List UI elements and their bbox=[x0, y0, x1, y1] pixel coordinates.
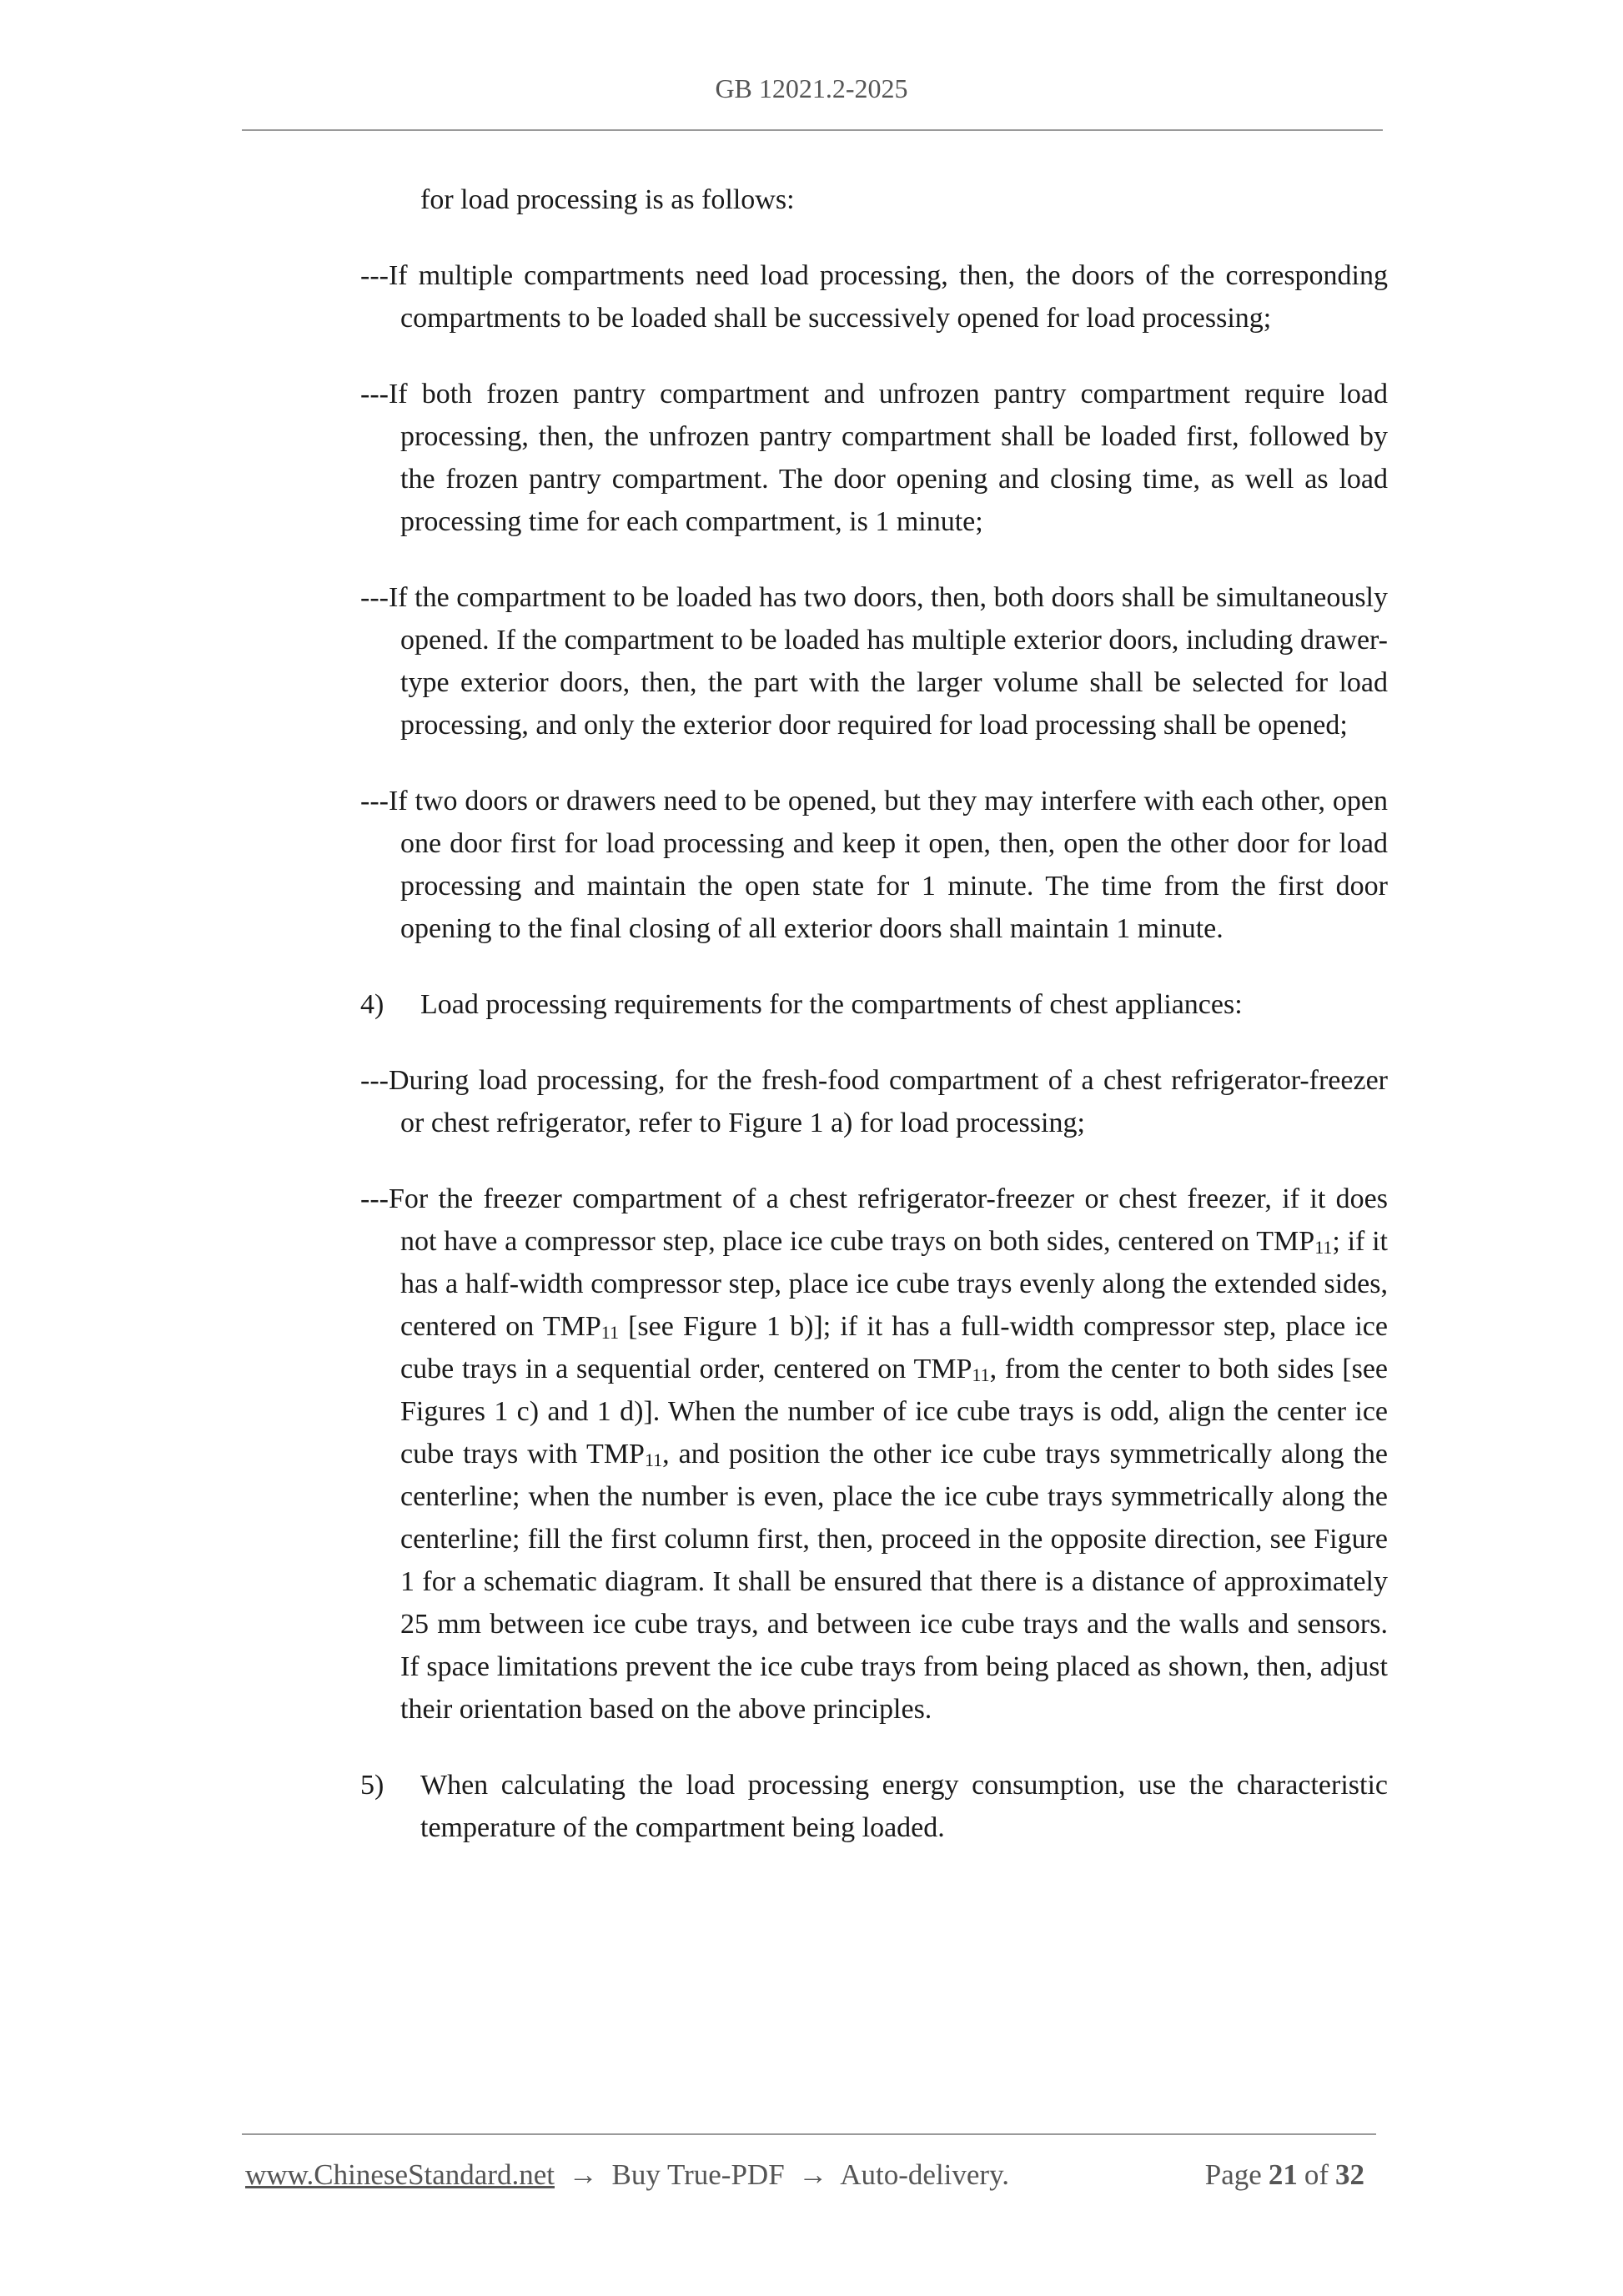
page-indicator bbox=[1205, 2158, 1371, 2192]
list-item bbox=[360, 576, 1388, 746]
list-item-text: If multiple compartments need load processing, then, the doors of the corresponding compartments to be loaded shall be successively opened for load processing; bbox=[388, 260, 1388, 334]
tmp-subscript: 11 bbox=[1314, 1237, 1333, 1258]
auto-delivery-text: Auto-delivery. bbox=[840, 2158, 1010, 2191]
page-label: Page bbox=[1204, 2158, 1262, 2191]
tmp-subscript: 11 bbox=[972, 1364, 990, 1385]
numbered-item-4 bbox=[360, 983, 1388, 1026]
tmp-symbol: TMP bbox=[1256, 1226, 1315, 1257]
document-body bbox=[360, 178, 1388, 1882]
lead-paragraph: for load processing is as follows: bbox=[420, 184, 795, 215]
list-item-text: During load processing, for the fresh-food compartment of a chest refrigerator-freezer or chest refrigerator, refer to Figure 1 a) for load processing; bbox=[388, 1065, 1388, 1138]
page-header-title: GB 12021.2-2025 bbox=[715, 73, 908, 103]
tmp-symbol: TMP bbox=[542, 1311, 601, 1342]
numbered-item-text: Load processing requirements for the compartments of chest appliances: bbox=[420, 989, 1243, 1020]
dash-marker: --- bbox=[360, 786, 389, 816]
list-item-text: If both frozen pantry compartment and unfrozen pantry compartment require load processing, then, the unfrozen pantry compartment shall be loaded first, followed by the frozen pantry compartment. The door opening and closing time, as well as load processing time for each compartment, is 1 minute; bbox=[388, 379, 1388, 537]
numbered-item-5 bbox=[360, 1764, 1388, 1849]
arrow-right-icon: → bbox=[568, 2158, 598, 2191]
dash-marker: --- bbox=[360, 1065, 389, 1096]
tmp-symbol: TMP bbox=[586, 1439, 645, 1470]
footer-promo bbox=[245, 2158, 1009, 2192]
tmp-subscript: 11 bbox=[644, 1449, 663, 1470]
numbered-item-text: When calculating the load processing energy consumption, use the characteristic temperature of the compartment being loaded. bbox=[420, 1770, 1388, 1843]
list-item-text: For the freezer compartment of a chest refrigerator-freezer or chest freezer, if it does not have a compressor step, place ice cube trays on both sides, centered on bbox=[388, 1183, 1388, 1257]
website-link[interactable]: www.ChineseStandard.net bbox=[245, 2158, 555, 2191]
list-item bbox=[360, 1059, 1388, 1144]
dash-marker: --- bbox=[360, 379, 389, 409]
list-item bbox=[360, 373, 1388, 543]
list-item-text: , and position the other ice cube trays symmetrically along the centerline; when the number is even, place the ice cube trays symmetrically along the centerline; fill the first column first, then, proceed in the opposite direction, see Figure 1 for a schematic diagram. It shall be ensured that there is a distance of approximately 25 mm between ice cube trays, and between ice cube trays and the walls and sensors. If space limitations prevent the ice cube trays from being placed as shown, then, adjust their orientation based on the above principles. bbox=[400, 1439, 1388, 1725]
buy-true-pdf-text: Buy True-PDF bbox=[611, 2158, 785, 2191]
list-item-text: [see Figure 1 b)]; if it has a full-width compressor step, place ice cube trays in a sequential order, centered on bbox=[400, 1311, 1388, 1384]
arrow-right-icon: → bbox=[798, 2158, 828, 2191]
dash-marker: --- bbox=[360, 582, 389, 613]
tmp-subscript: 11 bbox=[600, 1322, 619, 1343]
list-item bbox=[360, 1178, 1388, 1731]
list-item-text: ; if it has a half-width compressor step, place ice cube trays evenly along the extended sides, centered on bbox=[400, 1226, 1388, 1342]
page-footer bbox=[245, 2158, 1371, 2195]
dash-marker: --- bbox=[360, 260, 389, 291]
current-page-number: 21 bbox=[1268, 2158, 1298, 2191]
list-item-text: , from the center to both sides [see Figures 1 c) and 1 d)]. When the number of ice cube trays is odd, align the center ice cube trays with bbox=[400, 1354, 1389, 1470]
header-divider bbox=[242, 129, 1383, 131]
list-item-text: If two doors or drawers need to be opened, but they may interfere with each other, open one door first for load processing and keep it open, then, open the other door for load processing and maintain the open state for 1 minute. The time from the first door opening to the final closing of all exterior doors shall maintain 1 minute. bbox=[388, 786, 1388, 944]
dash-marker: --- bbox=[360, 1183, 389, 1214]
list-item-text: If the compartment to be loaded has two doors, then, both doors shall be simultaneously opened. If the compartment to be loaded has multiple exterior doors, including drawer-type exterior doors, then, the part with the larger volume shall be selected for load processing, and only the exterior door required for load processing shall be opened; bbox=[388, 582, 1388, 741]
list-item bbox=[360, 254, 1388, 339]
item-number: 4) bbox=[360, 989, 384, 1020]
total-pages-number: 32 bbox=[1335, 2158, 1364, 2191]
tmp-symbol: TMP bbox=[913, 1354, 972, 1384]
list-item bbox=[360, 780, 1388, 950]
item-number: 5) bbox=[360, 1770, 384, 1801]
of-label: of bbox=[1304, 2158, 1329, 2191]
footer-divider bbox=[242, 2133, 1376, 2135]
